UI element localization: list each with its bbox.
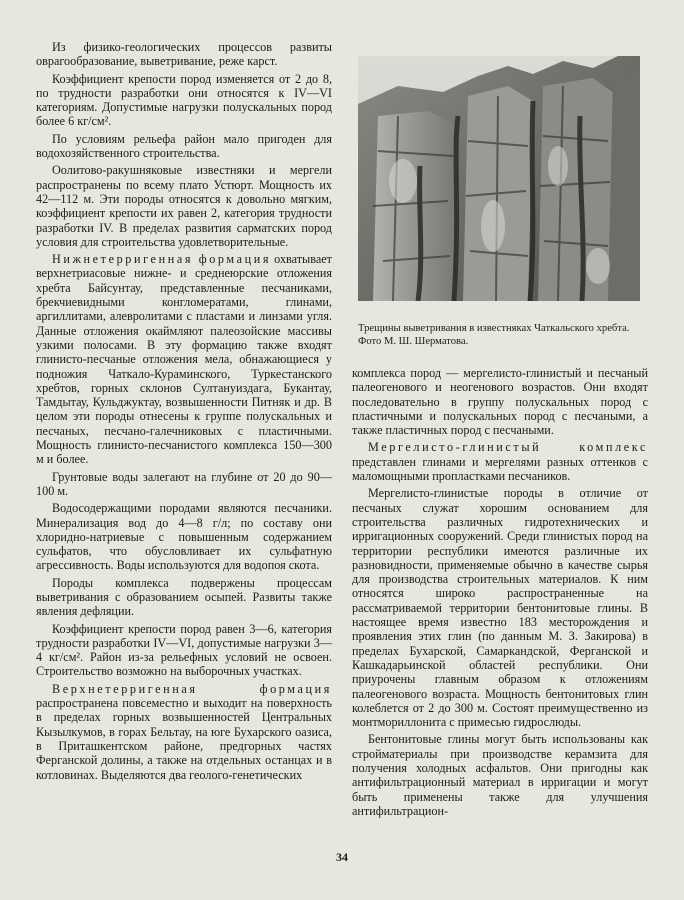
section-heading: Верхнетерригенная формация — [52, 681, 332, 696]
paragraph-text: охватывает верхнетриасовые нижне- и среднеюрские отложения хребта Байсунтау, представленные песчаниками, брекчиевидными конгломератами, глинами, аргиллитами, алевролитами с пластами и линзами угля. Данные отложения окаймляют палеозойские массивы узкими полосами. В эту формацию также входят глинисто-песчаные отложения мела, обнажающиеся у подножия Чаткало-Кураминского, Туркестанского хребтов, горных склонов Султануиздага, Букантау, Тамдытау, Кульджуктау, возвышенности Питняк и др. В целом эти породы отнесены к группе полускальных и песчаных, песчано-галечниковых с пластичными. Мощность глинисто-песчанистого комплекса 150—300 м и более. — [36, 252, 332, 467]
paragraph: Водосодержащими породами являются песчаники. Минерализация вод до 4—8 г/л; по составу они хлоридно-натриевые с повышенным содержанием сульфатов, что обусловливает их сульфатную агрессивность. Воды используются для водопоя скота. — [36, 501, 332, 573]
paragraph: Из физико-геологических процессов развиты оврагообразование, выветривание, реже карст. — [36, 40, 332, 69]
page-number: 34 — [336, 850, 348, 864]
paragraph — [352, 440, 648, 483]
paragraph — [36, 682, 332, 782]
section-heading: Мергелисто-глинистый комплекс — [368, 440, 648, 455]
photo-caption: Трещины выветривания в известняках Чаткальского хребта. Фото М. Ш. Шерматова. — [358, 323, 630, 347]
paragraph-text: распространена повсеместно и выходит на поверхность в пределах горных возвышенностей Центральных Кызылкумов, в горах Бельтау, на юге Бухарского оазиса, в Приташкентском районе, предгорных частях Ферганской долины, а также на отдельных останцах и в котловинах. Выделяются два геолого-генетических — [36, 696, 332, 782]
section-heading: Нижнетерригенная формация — [52, 252, 272, 267]
paragraph: Породы комплекса подвержены процессам выветривания с образованием осыпей. Развиты также явления дефляции. — [36, 575, 332, 619]
paragraph — [36, 252, 332, 466]
left-text-column — [36, 40, 332, 785]
right-text-column — [352, 366, 648, 821]
paragraph: комплекса пород — мергелисто-глинистый и песчаный палеогенового и неогенового возрастов. Они входят последовательно в группу полускальных пород с пластичными и полускальных пород с песчаными, а также пластичных пород с песчаными. — [352, 366, 648, 438]
paragraph-text: представлен глинами и мергелями разных оттенков с маломощными пропластками песчаников. — [352, 454, 648, 484]
paragraph: По условиям рельефа район мало пригоден для водохозяйственного строительства. — [36, 131, 332, 161]
rock-photo — [358, 56, 640, 301]
paragraph: Оолитово-ракушняковые известняки и мергели распространены по всему плато Устюрт. Мощность их 42—112 м. Эти породы относятся к довольно мягким, коэффициент крепости их равен 2, категория трудности разработки IV. В пределах развития сарматских пород условия для строительства удовлетворительные. — [36, 163, 332, 249]
paragraph: Мергелисто-глинистые породы в отличие от песчаных служат хорошим основанием для строительства различных гидротехнических и ирригационных сооружений. Среди глинистых пород на территории республики имеются различные их разновидности, применяемые обычно в качестве сырья для производства строительных материалов. К ним относятся широко распространенные на рассматриваемой территории бентонитовые глины. В настоящее время известно 183 месторождения и проявления этих глин (по данным М. З. Закирова) в пределах Бухарской, Самаркандской, Ферганской и Кашкадарьинской областей республики. Они приурочены главным образом к отложениям палеогенового возраста. Мощность бентонитовых глин колеблется от 2 до 300 м. Состоят преимущественно из монтмориллонита с примесью гидрослюды. — [352, 486, 648, 730]
paragraph: Коэффициент крепости пород равен 3—6, категория трудности разработки IV—VI, допустимые нагрузки 3—4 кг/см². Район из-за рельефных условий не освоен. Строительство возможно на выборочных участках. — [36, 621, 332, 679]
paragraph: Грунтовые воды залегают на глубине от 20 до 90—100 м. — [36, 469, 332, 498]
paragraph: Коэффициент крепости пород изменяется от 2 до 8, по трудности разработки они относятся к IV—VI категориям. Допустимые нагрузки полускальных пород более 6 кг/см². — [36, 71, 332, 129]
paragraph: Бентонитовые глины могут быть использованы как стройматериалы при производстве керамзита для получения холодных асфальтов. Они пригодны как антифильтрационный материал в ирригации и могут быть применены также для улучшения антифильтрацион- — [352, 732, 648, 818]
